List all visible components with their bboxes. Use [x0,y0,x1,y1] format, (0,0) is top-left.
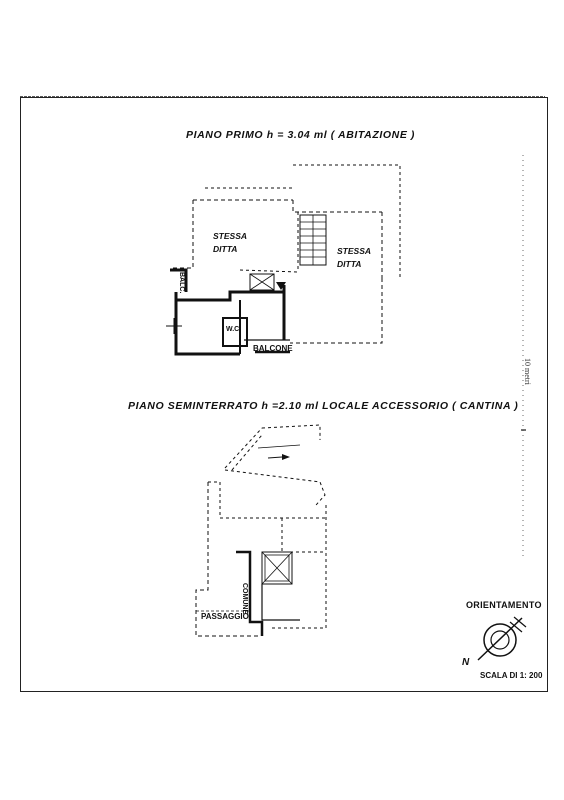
left-room-label-2: DITTA [213,244,238,254]
passaggio-label: PASSAGGIO [201,612,249,621]
scale-label: SCALA DI 1: 200 [480,671,543,680]
wc-label: W.C. [226,326,242,333]
upper-plan-title: PIANO PRIMO h = 3.04 ml ( ABITAZIONE ) [186,129,416,141]
right-room-label-1: STESSA [337,246,372,256]
balc-label: BALC. [178,272,185,294]
scale-bar-label: 10 metri [523,358,532,385]
north-label: N [462,657,470,668]
orientation-label: ORIENTAMENTO [466,600,542,610]
lower-floor-plan [196,425,326,636]
compass-icon [478,617,526,660]
comune-label: COMUNE [241,583,248,615]
left-room-label-1: STESSA [213,231,248,241]
right-room-label-2: DITTA [337,259,362,269]
lower-plan-title: PIANO SEMINTERRATO h =2.10 ml LOCALE ACCESSORIO ( CANTINA ) [128,400,519,412]
upper-floor-plan [166,165,400,354]
balcone-label: BALCONE [253,344,293,353]
